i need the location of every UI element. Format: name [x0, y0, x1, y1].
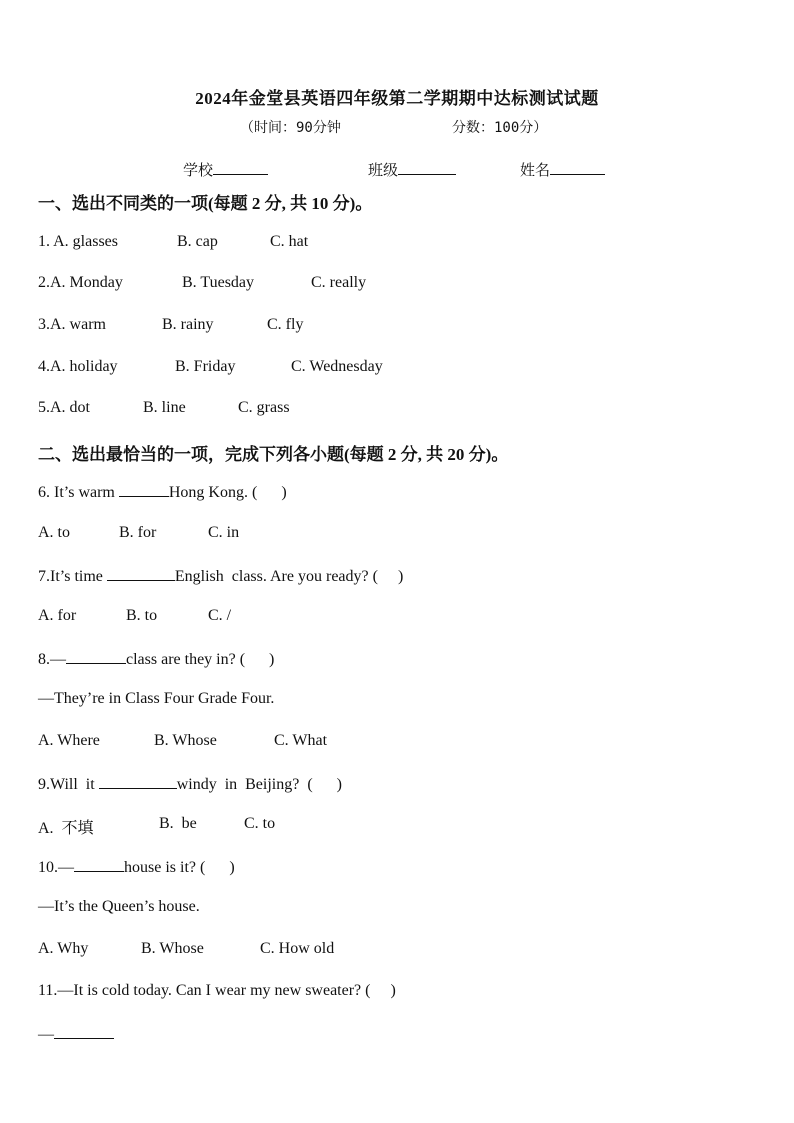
total-score: 分数：100分） — [452, 120, 548, 136]
q7-option-c: C. / — [208, 607, 232, 624]
q10-reply: —It’s the Queen’s house. — [38, 898, 200, 915]
q6-answer-blank[interactable] — [119, 482, 169, 497]
q10-option-b: B. Whose — [141, 940, 204, 957]
q8-option-c: C. What — [274, 732, 328, 749]
q5-option-b: B. line — [143, 399, 186, 416]
q7-option-b: B. to — [126, 607, 158, 624]
name-field[interactable]: 姓名 — [520, 159, 605, 180]
q8-option-b: B. Whose — [154, 732, 217, 749]
q8-reply: —They’re in Class Four Grade Four. — [38, 690, 275, 707]
q1-option-c: C. hat — [270, 233, 309, 250]
q11-text: 11.—It is cold today. Can I wear my new sweater? ( ) — [38, 982, 396, 999]
q6-option-b: B. for — [119, 524, 157, 541]
exam-page: 2024年金堂县英语四年级第二学期期中达标测试试题 （时间：90分钟 分数：100分） 学校 班级 姓名 一、选出不同类的一项(每题 2 分, 共 10 分)。 1. A. glasses B. cap C. hat 2.A. Monday B. Tuesday C. really 3.A. warm B. rainy C. fly 4.A. holiday B. Friday C. Wednesday 5.A. dot B. line C. grass 二、选出最恰当的一项，完成下列各小题(每题 2 分, 共 20 分)。 6. It’s warm Hong Kong. ( ) A. to B. for C. in 7.It’s time English class. Are you ready? ( ) A. for B. to C. / 8.— class are they in? ( ) —They’re in Class Four Grade Four. A. Where B. Whose C. What 9.Will it windy in Beijing? ( ) A. 不填 B. be C. to 10.— house is it? ( ) —It’s the Queen’s house. A. Why B. Whose C. How old 11.—It is cold today. Can I wear my new sweater? ( ) — — [0, 0, 794, 1123]
class-field[interactable]: 班级 — [368, 159, 456, 180]
q1-option-b: B. cap — [177, 233, 218, 250]
q5-option-c: C. grass — [238, 399, 290, 416]
q7-answer-blank[interactable] — [107, 566, 175, 581]
q6-option-c: C. in — [208, 524, 240, 541]
q4-option-b: B. Friday — [175, 358, 236, 375]
q9-option-c: C. to — [244, 815, 276, 832]
q9-answer-blank[interactable] — [99, 774, 177, 789]
q3-option-c: C. fly — [267, 316, 304, 333]
exam-title: 2024年金堂县英语四年级第二学期期中达标测试试题 — [195, 89, 599, 108]
q7-option-a: A. for — [38, 607, 77, 624]
q8-answer-blank[interactable] — [66, 649, 126, 664]
q2-option-b: B. Tuesday — [182, 274, 255, 291]
q9-option-b: B. be — [159, 815, 197, 832]
q11-answer-blank[interactable] — [54, 1024, 114, 1039]
q9-option-a: A. 不填 — [38, 820, 94, 837]
time-limit: （时间：90分钟 — [240, 120, 341, 136]
school-blank[interactable] — [213, 160, 268, 175]
q10-option-a: A. Why — [38, 940, 89, 957]
q3-option-b: B. rainy — [162, 316, 214, 333]
section-2-heading: 二、选出最恰当的一项，完成下列各小题(每题 2 分, 共 20 分)。 — [38, 445, 509, 464]
q10-answer-blank[interactable] — [74, 857, 124, 872]
q6-option-a: A. to — [38, 524, 70, 541]
school-field[interactable]: 学校 — [183, 159, 268, 180]
q10-option-c: C. How old — [260, 940, 335, 957]
section-1-heading: 一、选出不同类的一项(每题 2 分, 共 10 分)。 — [38, 194, 373, 213]
q4-option-c: C. Wednesday — [291, 358, 383, 375]
q8-option-a: A. Where — [38, 732, 100, 749]
q2-option-c: C. really — [311, 274, 367, 291]
name-blank[interactable] — [550, 160, 605, 175]
class-blank[interactable] — [398, 160, 456, 175]
